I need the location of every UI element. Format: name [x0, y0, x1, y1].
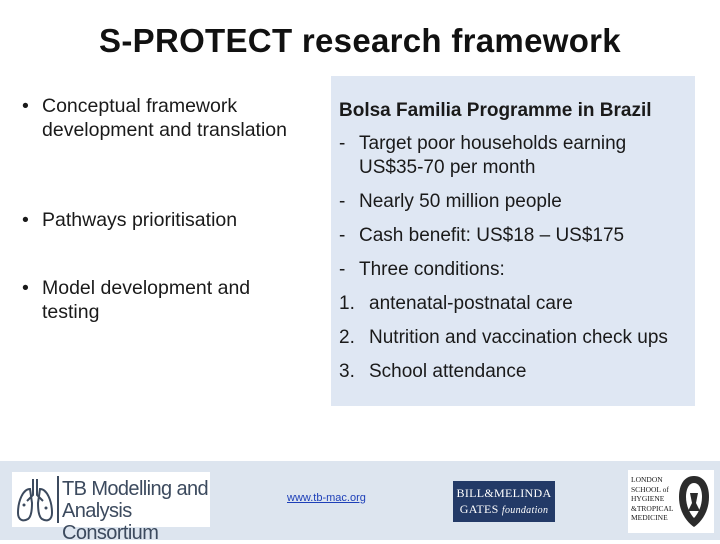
lshtm-logo[interactable]	[628, 470, 714, 533]
bullet-item	[22, 208, 307, 232]
panel-item	[339, 258, 689, 282]
item-mark: -	[339, 133, 346, 154]
panel-heading: Bolsa Familia Programme in Brazil	[339, 100, 652, 121]
bolsa-familia-panel	[331, 76, 695, 406]
item-mark: -	[339, 225, 346, 246]
item-mark: -	[339, 191, 346, 212]
item-mark: 1.	[339, 293, 355, 314]
tb-mac-logo[interactable]	[12, 472, 210, 544]
gates-logo-line1: BILL&MELINDA	[456, 486, 552, 500]
logo-divider	[57, 476, 59, 523]
bullet-mark: •	[22, 95, 29, 117]
footer-bar	[0, 461, 720, 544]
item-text: School attendance	[369, 361, 527, 382]
item-text: Three conditions:	[359, 259, 505, 280]
tb-mac-link[interactable]: www.tb-mac.org	[287, 492, 366, 504]
item-text: Cash benefit: US$18 – US$175	[359, 225, 625, 246]
panel-item	[339, 190, 689, 214]
bullet-text: Model development and testing	[42, 277, 251, 323]
panel-item	[339, 326, 689, 350]
bullet-text: Pathways prioritisation	[42, 209, 238, 231]
bullet-item	[22, 94, 307, 142]
panel-item	[339, 292, 689, 316]
item-text: Target poor households earning US$35-70 per month	[359, 133, 627, 178]
item-text: Nearly 50 million people	[359, 191, 562, 212]
crest-icon	[676, 473, 712, 529]
bullet-mark: •	[22, 209, 29, 231]
gates-foundation-logo[interactable]	[453, 481, 555, 522]
lungs-icon	[15, 475, 55, 525]
item-mark: -	[339, 259, 346, 280]
lshtm-logo-text: LONDON SCHOOL of HYGIENE &TROPICAL MEDICINE	[631, 475, 674, 522]
bullet-item	[22, 276, 307, 324]
slide-title: S-PROTECT research framework	[99, 22, 621, 59]
panel-item	[339, 224, 689, 248]
item-text: Nutrition and vaccination check ups	[369, 327, 668, 348]
tb-mac-logo-text: TB Modelling and Analysis Consortium	[62, 478, 209, 544]
bullet-mark: •	[22, 277, 29, 299]
item-text: antenatal-postnatal care	[369, 293, 573, 314]
panel-item	[339, 360, 689, 384]
item-mark: 3.	[339, 361, 355, 382]
gates-logo-line2: GATES foundation	[459, 502, 549, 516]
bullet-text: Conceptual framework development and translation	[42, 95, 287, 141]
panel-item	[339, 132, 689, 180]
item-mark: 2.	[339, 327, 355, 348]
